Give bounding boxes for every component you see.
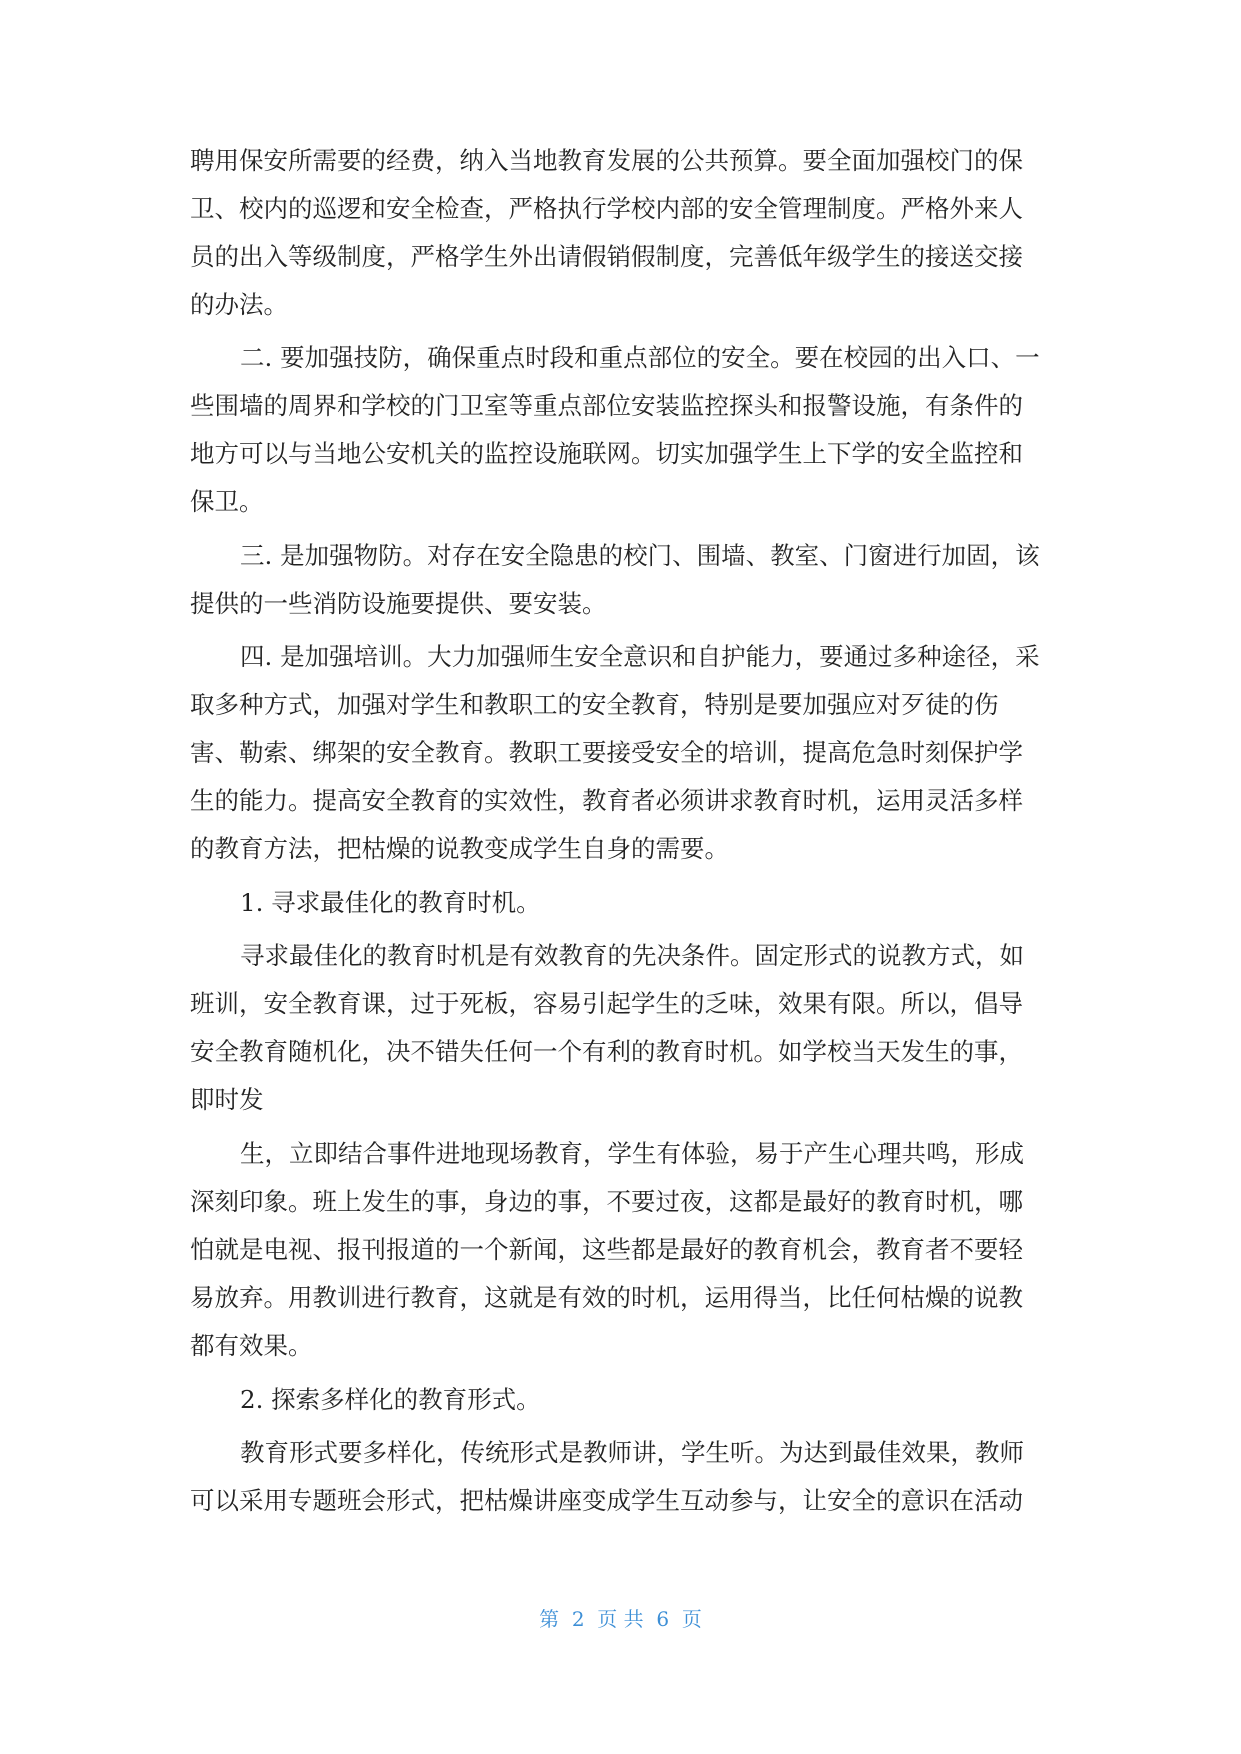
body-text-line: 可以采用专题班会形式，把枯燥讲座变成学生互动参与，让安全的意识在活动 [190, 1486, 1023, 1515]
body-text-line: 聘用保安所需要的经费，纳入当地教育发展的公共预算。要全面加强校门的保 [190, 146, 1023, 175]
body-text-line: 地方可以与当地公安机关的监控设施联网。切实加强学生上下学的安全监控和 [190, 439, 1023, 468]
paragraph-start-line: 教育形式要多样化，传统形式是教师讲，学生听。为达到最佳效果，教师 [240, 1438, 1024, 1467]
section-heading: 1. 寻求最佳化的教育时机。 [240, 888, 541, 917]
paragraph-start-line: 四. 是加强培训。大力加强师生安全意识和自护能力，要通过多种途径，采 [240, 642, 1040, 671]
body-text-line: 保卫。 [190, 487, 264, 516]
body-text-line: 害、勒索、绑架的安全教育。教职工要接受安全的培训，提高危急时刻保护学 [190, 738, 1023, 767]
body-text-line: 生的能力。提高安全教育的实效性，教育者必须讲求教育时机，运用灵活多样 [190, 786, 1023, 815]
body-text-line: 深刻印象。班上发生的事，身边的事，不要过夜，这都是最好的教育时机，哪 [190, 1187, 1023, 1216]
paragraph-start-line: 三. 是加强物防。对存在安全隐患的校门、围墙、教室、门窗进行加固，该 [240, 541, 1040, 570]
body-text-line: 班训，安全教育课，过于死板，容易引起学生的乏味，效果有限。所以，倡导 [190, 989, 1023, 1018]
body-text-line: 易放弃。用教训进行教育，这就是有效的时机，运用得当，比任何枯燥的说教 [190, 1283, 1023, 1312]
body-text-line: 都有效果。 [190, 1331, 313, 1360]
body-text-line: 卫、校内的巡逻和安全检查，严格执行学校内部的安全管理制度。严格外来人 [190, 194, 1023, 223]
body-text-line: 的教育方法，把枯燥的说教变成学生自身的需要。 [190, 834, 729, 863]
body-text-line: 安全教育随机化，决不错失任何一个有利的教育时机。如学校当天发生的事， [190, 1037, 1023, 1066]
body-text-line: 怕就是电视、报刊报道的一个新闻，这些都是最好的教育机会，教育者不要轻 [190, 1235, 1023, 1264]
page-number-footer: 第 2 页 共 6 页 [539, 1607, 702, 1631]
body-text-line: 取多种方式，加强对学生和教职工的安全教育，特别是要加强应对歹徒的伤 [190, 690, 999, 719]
body-text-line: 的办法。 [190, 290, 288, 319]
body-text-line: 些围墙的周界和学校的门卫室等重点部位安装监控探头和报警设施，有条件的 [190, 391, 1023, 420]
paragraph-start-line: 生，立即结合事件进地现场教育，学生有体验，易于产生心理共鸣，形成 [240, 1139, 1024, 1168]
body-text-line: 提供的一些消防设施要提供、要安装。 [190, 589, 607, 618]
section-heading: 2. 探索多样化的教育形式。 [240, 1385, 541, 1414]
paragraph-start-line: 二. 要加强技防，确保重点时段和重点部位的安全。要在校园的出入口、一 [240, 343, 1040, 372]
paragraph-start-line: 寻求最佳化的教育时机是有效教育的先决条件。固定形式的说教方式，如 [240, 941, 1024, 970]
body-text-line: 即时发 [190, 1085, 264, 1114]
body-text-line: 员的出入等级制度，严格学生外出请假销假制度，完善低年级学生的接送交接 [190, 242, 1023, 271]
